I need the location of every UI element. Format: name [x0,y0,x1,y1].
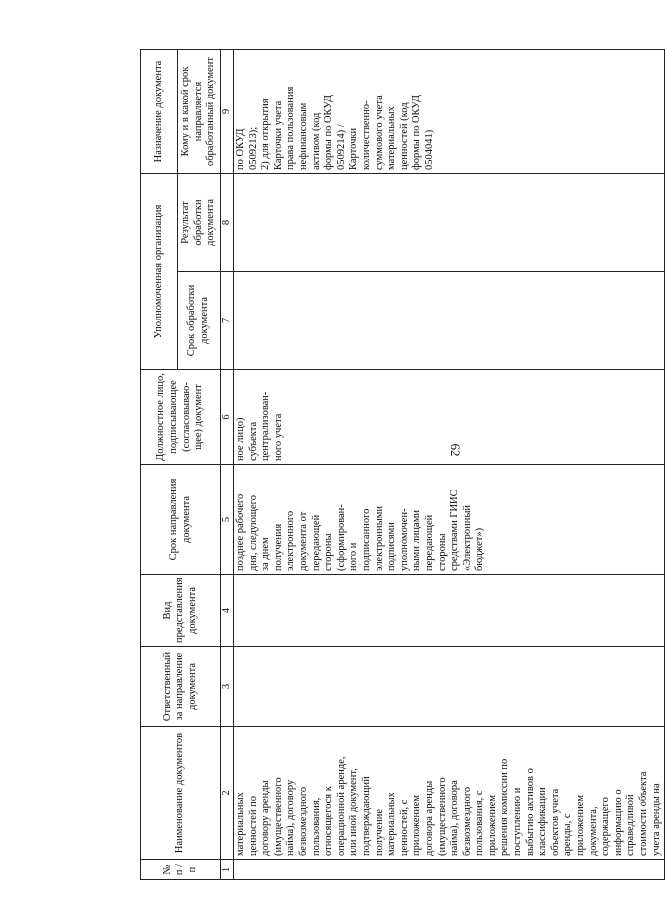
text-line: материальных [386,106,398,170]
cell-processing-result [234,174,665,272]
text-line: активом (код [310,112,322,170]
text-line: средствами ГИИС [449,489,461,571]
text-line: (имущественного [436,777,448,856]
header-presentation-type: Вид представления документа [141,575,221,647]
header-signing-official: Должностное лицо, подписывающее (согласовываю-щее) документ [141,370,221,465]
text-line: ное лицо) [235,417,246,461]
text-line: документа от [297,511,309,571]
column-number: 5 [221,465,234,575]
text-line: поступлению и [512,787,524,856]
text-line: ного и [348,542,360,571]
text-line: объектов учета [549,788,561,856]
text-line: или иной документ, [348,768,360,856]
column-number: 7 [221,272,234,370]
text-line: информацию о [612,789,624,856]
text-line: найма), договора [449,780,461,856]
cell-document-name [234,727,665,860]
text-line: количественно- [360,100,372,170]
text-line: 0509214) / [335,124,347,170]
text-line: дня, следующего [247,495,259,571]
text-line: безвозмездного [461,786,473,856]
text-line: передающей [423,514,435,571]
text-line: за днем [260,537,272,571]
text-line: позднее рабочего [235,493,246,571]
cell-number [234,860,665,880]
text-line: передающей [310,514,322,571]
cell-recipient [234,50,665,174]
column-number: 8 [221,174,234,272]
text-line: ными лицами [411,510,423,571]
text-line: суммового учета [373,95,385,170]
text-line: «Электронный [461,504,473,571]
text-line: получения [272,523,284,571]
text-line: формы по ОКУД [411,95,423,170]
text-line: ценностей по [247,795,259,856]
text-line: Карточки [348,127,360,170]
text-line: приложением [411,794,423,856]
text-line: справедливой [625,794,637,856]
text-line: стороны [323,533,335,571]
text-line: 0509213); [247,126,259,170]
text-line: ценностей (код [398,102,410,170]
text-line: электронными [373,506,385,571]
text-line: учета аренды на [650,783,662,856]
text-line: 2) для открытия [260,98,272,170]
header-authorized-organization: Уполномоченная организация [141,174,178,370]
text-line: подтверждающий [360,776,372,856]
text-line: ценностей, с [398,799,410,856]
text-line: нефинансовым [297,102,309,170]
text-line: стороны [436,533,448,571]
column-number: 1 [221,860,234,880]
header-responsible: Ответственный за направление документа [141,647,221,727]
header-number: № п / п [141,860,221,880]
text-line: ного учета [272,413,284,461]
text-line: безвозмездного [297,786,309,856]
column-number: 4 [221,575,234,647]
text-line: приложением [486,794,498,856]
cell-signing-official [234,370,665,465]
text-line: формы по ОКУД [323,95,335,170]
cell-presentation-type [234,575,665,647]
text-line: 0504041) [423,129,435,170]
text-line: найма), договору [285,779,297,856]
column-number: 9 [221,50,234,174]
text-line: пользования, с [474,790,486,856]
text-line: документа, [587,806,599,856]
text-line: стоимости объекта [638,771,649,856]
header-document-name: Наименование документов [141,727,221,860]
header-processing-result: Результат обработки документа [178,174,221,272]
text-line: (имущественного [272,777,284,856]
cell-processing-term [234,272,665,370]
rotated-table-container [140,50,662,880]
text-line: относящегося к [323,786,335,856]
header-recipient: Кому и в какой срок направляется обработанный документ [178,50,221,174]
text-line: подписями [386,522,398,571]
document-table [140,49,665,880]
text-line: договора аренды [423,780,435,856]
cell-responsible [234,647,665,727]
column-number: 3 [221,647,234,727]
text-line: материальных [235,792,246,856]
text-line: Карточки учета [272,100,284,170]
text-line: решения комиссии по [499,758,511,856]
text-line: материальных [386,792,398,856]
text-line: пользования, [310,797,322,856]
table-row [234,50,665,880]
text-line: приложением [575,794,587,856]
header-deadline: Срок направления документа [141,465,221,575]
cell-deadline [234,465,665,575]
text-line: аренды, с [562,813,574,856]
header-document-purpose: Назначение документа [141,50,178,174]
text-line: бюджет») [474,527,486,571]
header-processing-term: Срок обработки документа [178,272,221,370]
text-line: договору аренды [260,780,272,856]
text-line: (сформирован- [335,504,347,571]
text-line: получение [373,808,385,856]
page-number: 62 [448,443,463,457]
text-line: электронного [285,510,297,571]
text-line: операционной аренде, [335,756,347,856]
column-number: 2 [221,727,234,860]
text-line: уполномочен- [398,508,410,571]
text-line: субъекта [247,421,259,461]
text-line: права пользования [285,86,297,170]
text-line: по ОКУД [235,128,246,170]
text-line: выбытию активов о [524,768,536,856]
text-line: классификации [537,787,549,856]
text-line: централизован- [260,391,272,461]
text-line: содержащего [600,797,612,856]
column-numbers-row [221,50,234,880]
column-number: 6 [221,370,234,465]
text-line: подписанного [360,508,372,571]
